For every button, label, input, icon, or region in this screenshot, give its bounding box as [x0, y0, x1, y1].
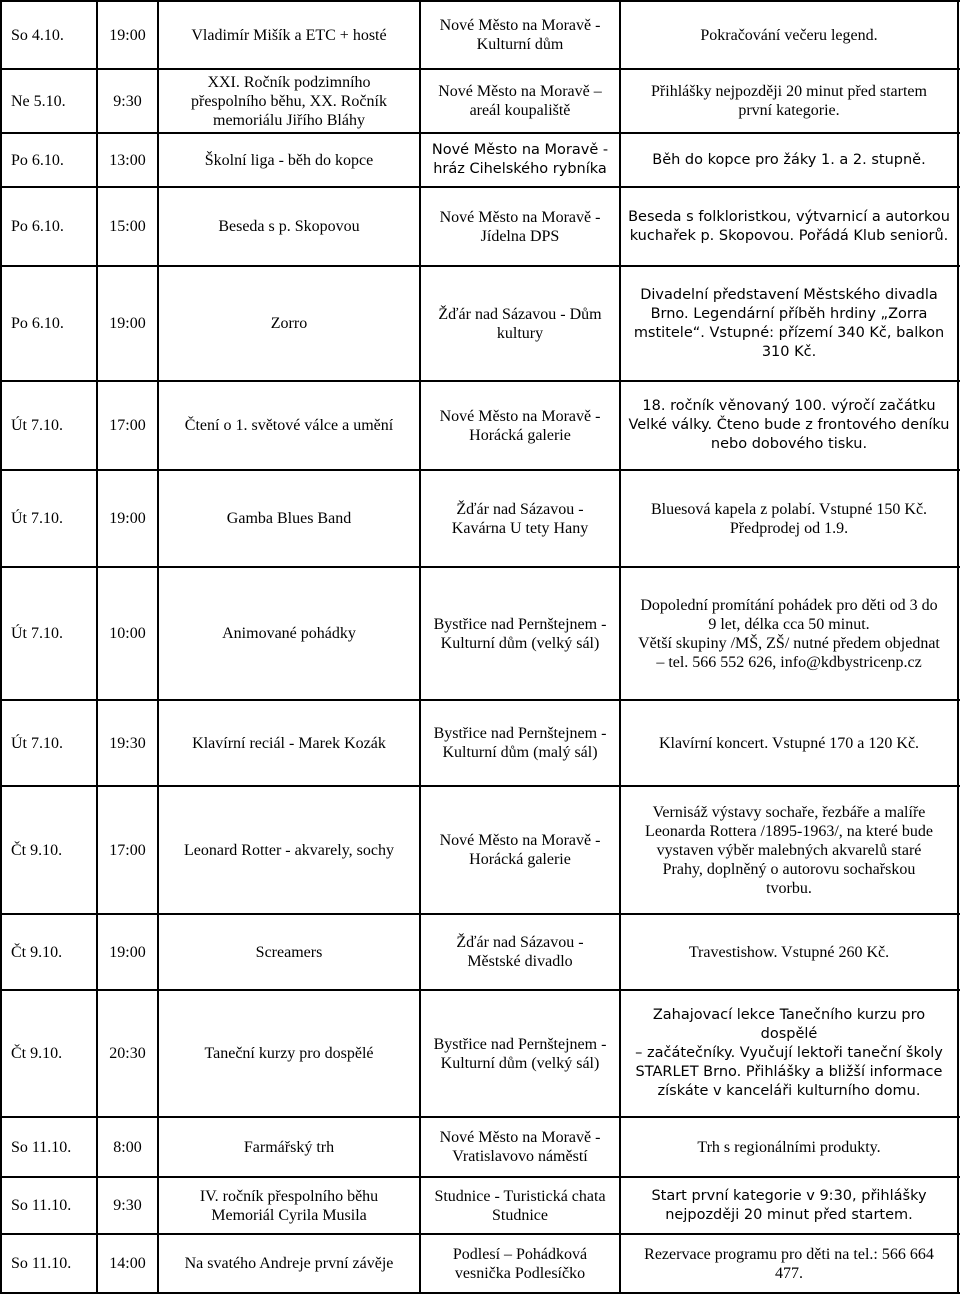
event-time [101, 187, 154, 266]
event-title [162, 1177, 416, 1234]
event-info-text: Divadelní představení Městského divadla Brno. Legendární příběh hrdiny „Zorra mstitele“. Vstupné: přízemí 340 Kč, balkon 310 Kč. [633, 286, 945, 360]
event-place [424, 381, 616, 470]
event-title-text: Beseda s p. Skopovou [218, 218, 360, 235]
event-place [424, 69, 616, 133]
event-info [624, 266, 954, 381]
event-title-text: Screamers [255, 943, 323, 961]
event-title [162, 1, 416, 69]
event-time-text: 9:30 [113, 1197, 142, 1214]
event-title-text: Zorro [270, 315, 308, 332]
event-time-text: 17:00 [109, 417, 146, 434]
event-info [624, 786, 954, 914]
event-title [162, 266, 416, 381]
event-title [162, 990, 416, 1117]
event-time-text: 19:00 [109, 510, 146, 527]
event-info-text: Dopolední promítání pohádek pro děti od 3 do 9 let, délka cca 50 minut. Větší skupiny /MŠ, ZŠ/ nutné předem objednat – tel. 566 552 626, info@kdbystricenp.cz [638, 596, 940, 671]
column-divider [419, 0, 421, 1294]
event-place-text: Žďár nad Sázavou - Dům kultury [438, 305, 602, 342]
event-title-text: Vladimír Mišík a ETC + hosté [191, 26, 387, 44]
event-date [11, 470, 93, 567]
event-date [11, 266, 93, 381]
event-title [162, 1234, 416, 1293]
event-place [424, 1, 616, 69]
event-date [11, 990, 93, 1117]
event-time [101, 567, 154, 700]
event-date-text: Ne 5.10. [11, 92, 66, 110]
event-date [11, 914, 93, 990]
event-date-text: Po 6.10. [11, 315, 64, 332]
event-title-text: Animované pohádky [222, 625, 356, 642]
event-time-text: 19:00 [109, 943, 146, 961]
event-time [101, 133, 154, 187]
event-date [11, 133, 93, 187]
event-place [424, 567, 616, 700]
event-place [424, 990, 616, 1117]
event-title [162, 69, 416, 133]
event-title [162, 470, 416, 567]
event-time [101, 69, 154, 133]
event-info [624, 187, 954, 266]
event-time [101, 1, 154, 69]
event-place [424, 470, 616, 567]
event-time-text: 19:30 [109, 734, 146, 752]
event-date-text: Út 7.10. [11, 417, 63, 434]
event-title-text: Čtení o 1. světové válce a umění [184, 417, 394, 434]
event-date [11, 1, 93, 69]
event-title-text: Na svatého Andreje první závěje [184, 1255, 394, 1272]
event-title [162, 700, 416, 786]
event-date-text: So 11.10. [11, 1138, 72, 1156]
event-date [11, 69, 93, 133]
event-place-text: Studnice - Turistická chata Studnice [434, 1187, 606, 1224]
event-info [624, 914, 954, 990]
event-time [101, 1234, 154, 1293]
event-info [624, 470, 954, 567]
event-place-text: Nové Město na Moravě - Jídelna DPS [439, 208, 601, 245]
event-time-text: 20:30 [109, 1045, 146, 1062]
event-info-text: Start první kategorie v 9:30, přihlášky nejpozději 20 minut před startem. [651, 1187, 927, 1223]
event-time [101, 914, 154, 990]
event-title [162, 381, 416, 470]
event-date-text: So 4.10. [11, 26, 64, 44]
event-info-text: 18. ročník věnovaný 100. výročí začátku Velké války. Čteno bude z frontového deníku nebo dobového tisku. [628, 398, 950, 452]
event-time [101, 786, 154, 914]
event-place [424, 786, 616, 914]
event-time-text: 15:00 [109, 218, 146, 235]
event-time [101, 1177, 154, 1234]
event-title-text: Leonard Rotter - akvarely, sochy [184, 841, 394, 859]
event-place [424, 133, 616, 187]
event-time [101, 990, 154, 1117]
event-info-text: Trh s regionálními produkty. [697, 1138, 881, 1156]
event-place [424, 914, 616, 990]
event-time [101, 381, 154, 470]
event-place [424, 1117, 616, 1177]
event-place-text: Bystřice nad Pernštejnem - Kulturní dům (malý sál) [433, 725, 607, 761]
event-date [11, 567, 93, 700]
event-time-text: 19:00 [109, 315, 146, 332]
event-date [11, 1117, 93, 1177]
event-time-text: 14:00 [109, 1255, 146, 1272]
event-title [162, 914, 416, 990]
event-place-text: Nové Město na Moravě - hráz Cihelského rybníka [431, 142, 609, 177]
event-place-text: Žďár nad Sázavou - Městské divadlo [456, 934, 584, 970]
event-place-text: Nové Město na Moravě - Vratislavovo náměstí [439, 1129, 601, 1165]
column-divider [0, 0, 2, 1294]
event-title [162, 567, 416, 700]
event-place-text: Nové Město na Moravě - Horácká galerie [439, 832, 601, 868]
column-divider [619, 0, 621, 1294]
event-date [11, 1177, 93, 1234]
event-info-text: Beseda s folkloristkou, výtvarnicí a autorkou kuchařek p. Skopovou. Pořádá Klub seniorů. [628, 208, 950, 244]
event-time-text: 17:00 [109, 841, 146, 859]
event-time-text: 19:00 [109, 26, 146, 44]
event-info [624, 1, 954, 69]
event-title-text: Taneční kurzy pro dospělé [204, 1045, 374, 1062]
event-info-text: Zahajovací lekce Tanečního kurzu pro dospělé – začátečníky. Vyučují lektoři taneční školy STARLET Brno. Přihlášky a bližší informace získáte v kanceláři kulturního domu. [635, 1007, 943, 1099]
event-info [624, 1234, 954, 1293]
event-date [11, 187, 93, 266]
event-info-text: Travestishow. Vstupné 260 Kč. [688, 943, 890, 961]
column-divider [157, 0, 159, 1294]
event-title-text: Školní liga - běh do kopce [204, 151, 374, 169]
event-place-text: Bystřice nad Pernštejnem - Kulturní dům (velký sál) [433, 1035, 607, 1072]
event-info-text: Klavírní koncert. Vstupné 170 a 120 Kč. [658, 734, 920, 752]
event-info-text: Rezervace programu pro děti na tel.: 566 664 477. [644, 1245, 934, 1282]
event-info [624, 69, 954, 133]
event-title-text: Gamba Blues Band [226, 510, 352, 527]
event-date [11, 381, 93, 470]
event-info-text: Běh do kopce pro žáky 1. a 2. stupně. [652, 151, 926, 168]
event-date-text: Čt 9.10. [11, 1045, 63, 1062]
event-place [424, 266, 616, 381]
event-time-text: 8:00 [113, 1138, 142, 1156]
event-date-text: Út 7.10. [11, 510, 63, 527]
event-place [424, 1234, 616, 1293]
event-time-text: 13:00 [109, 151, 146, 169]
event-info [624, 700, 954, 786]
event-info [624, 1177, 954, 1234]
event-date-text: So 11.10. [11, 1255, 72, 1272]
event-place-text: Nové Město na Moravě – areál koupaliště [438, 83, 602, 119]
event-place-text: Nové Město na Moravě - Kulturní dům [439, 17, 601, 53]
event-date-text: Čt 9.10. [11, 943, 63, 961]
event-time [101, 266, 154, 381]
event-info-text: Pokračování večeru legend. [700, 26, 878, 44]
event-date-text: Út 7.10. [11, 625, 63, 642]
event-place-text: Žďár nad Sázavou - Kavárna U tety Hany [451, 500, 589, 537]
event-info-text: Přihlášky nejpozději 20 minut před startem první kategorie. [651, 83, 927, 119]
event-time [101, 1117, 154, 1177]
event-time-text: 9:30 [113, 92, 142, 110]
event-date [11, 1234, 93, 1293]
event-date [11, 786, 93, 914]
event-title-text: IV. ročník přespolního běhu Memoriál Cyrila Musila [199, 1187, 379, 1224]
event-place [424, 700, 616, 786]
event-date-text: Po 6.10. [11, 151, 64, 169]
event-place-text: Nové Město na Moravě - Horácká galerie [439, 407, 601, 444]
event-info [624, 567, 954, 700]
event-title-text: XXI. Ročník podzimního přespolního běhu, XX. Ročník memoriálu Jiřího Bláhy [191, 73, 387, 129]
event-time [101, 470, 154, 567]
event-title [162, 1117, 416, 1177]
event-info [624, 990, 954, 1117]
event-time [101, 700, 154, 786]
event-date-text: Po 6.10. [11, 218, 64, 235]
event-title [162, 133, 416, 187]
event-info [624, 1117, 954, 1177]
event-date-text: Čt 9.10. [11, 841, 63, 859]
event-date [11, 700, 93, 786]
event-title [162, 786, 416, 914]
event-time-text: 10:00 [109, 625, 146, 642]
event-place [424, 1177, 616, 1234]
column-divider [957, 0, 959, 1294]
event-info [624, 133, 954, 187]
event-info-text: Bluesová kapela z polabí. Vstupné 150 Kč. Předprodej od 1.9. [650, 500, 928, 537]
event-date-text: Út 7.10. [11, 734, 63, 752]
event-title [162, 187, 416, 266]
event-place-text: Podlesí – Pohádková vesnička Podlesíčko [452, 1245, 588, 1282]
event-title-text: Farmářský trh [243, 1138, 335, 1156]
event-place-text: Bystřice nad Pernštejnem - Kulturní dům (velký sál) [433, 615, 607, 652]
event-place [424, 187, 616, 266]
event-title-text: Klavírní reciál - Marek Kozák [192, 734, 386, 752]
column-divider [96, 0, 98, 1294]
event-date-text: So 11.10. [11, 1197, 72, 1214]
event-info [624, 381, 954, 470]
event-info-text: Vernisáž výstavy sochaře, řezbáře a malíře Leonarda Rottera /1895-1963/, na které bude vystaven výběr malebných akvarelů staré Prahy, doplněný o autorovu sochařskou tvorbu. [645, 803, 933, 897]
